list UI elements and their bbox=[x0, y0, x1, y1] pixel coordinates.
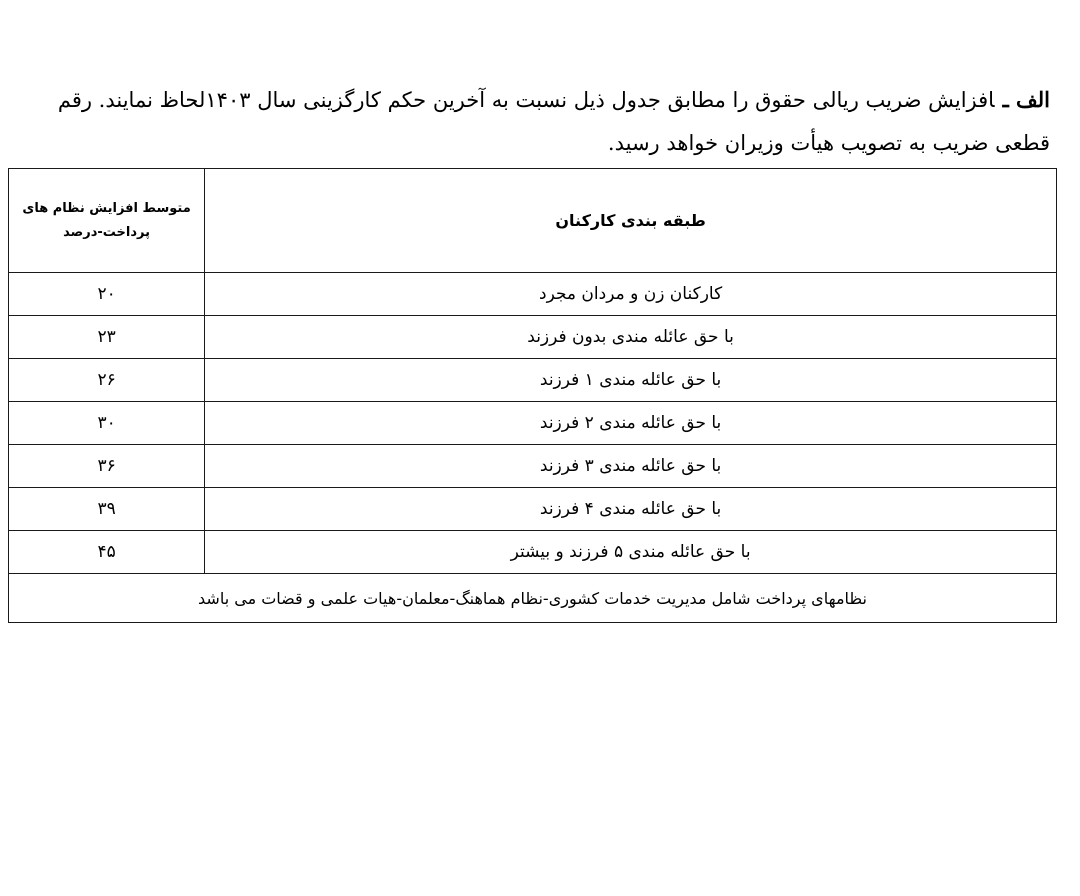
intro-text: افزایش ضریب ریالی حقوق را مطابق جدول ذیل نسبت به آخرین حکم کارگزینی سال ۱۴۰۳لحاظ نمایند. رقم قطعی ضریب به تصویب هیأت وزیران خواهد رسید. bbox=[57, 88, 1050, 155]
intro-paragraph bbox=[20, 78, 1050, 165]
header-average-increase: متوسط افزایش نظام های پرداخت-درصد bbox=[9, 169, 205, 273]
row-value: ۲۳ bbox=[9, 316, 205, 359]
table-footnote: نظامهای پرداخت شامل مدیریت خدمات کشوری-نظام هماهنگ-معلمان-هیات علمی و قضات می باشد bbox=[9, 574, 1057, 623]
table-row bbox=[9, 316, 1057, 359]
table-row bbox=[9, 531, 1057, 574]
section-label: الف ـ bbox=[1002, 87, 1050, 112]
row-category: با حق عائله مندی ۱ فرزند bbox=[205, 359, 1057, 402]
table-row bbox=[9, 273, 1057, 316]
salary-increase-table bbox=[8, 168, 1057, 623]
table-row bbox=[9, 445, 1057, 488]
table-row bbox=[9, 359, 1057, 402]
row-category: با حق عائله مندی ۲ فرزند bbox=[205, 402, 1057, 445]
row-category: با حق عائله مندی ۵ فرزند و بیشتر bbox=[205, 531, 1057, 574]
row-value: ۲۶ bbox=[9, 359, 205, 402]
row-value: ۳۰ bbox=[9, 402, 205, 445]
table-header-row bbox=[9, 169, 1057, 273]
header-employee-classification: طبقه بندی کارکنان bbox=[205, 169, 1057, 273]
row-value: ۲۰ bbox=[9, 273, 205, 316]
row-category: با حق عائله مندی ۳ فرزند bbox=[205, 445, 1057, 488]
row-category: با حق عائله مندی بدون فرزند bbox=[205, 316, 1057, 359]
row-category: با حق عائله مندی ۴ فرزند bbox=[205, 488, 1057, 531]
table-row bbox=[9, 488, 1057, 531]
table-footnote-row bbox=[9, 574, 1057, 623]
row-value: ۳۹ bbox=[9, 488, 205, 531]
table-row bbox=[9, 402, 1057, 445]
row-value: ۴۵ bbox=[9, 531, 205, 574]
row-value: ۳۶ bbox=[9, 445, 205, 488]
row-category: کارکنان زن و مردان مجرد bbox=[205, 273, 1057, 316]
